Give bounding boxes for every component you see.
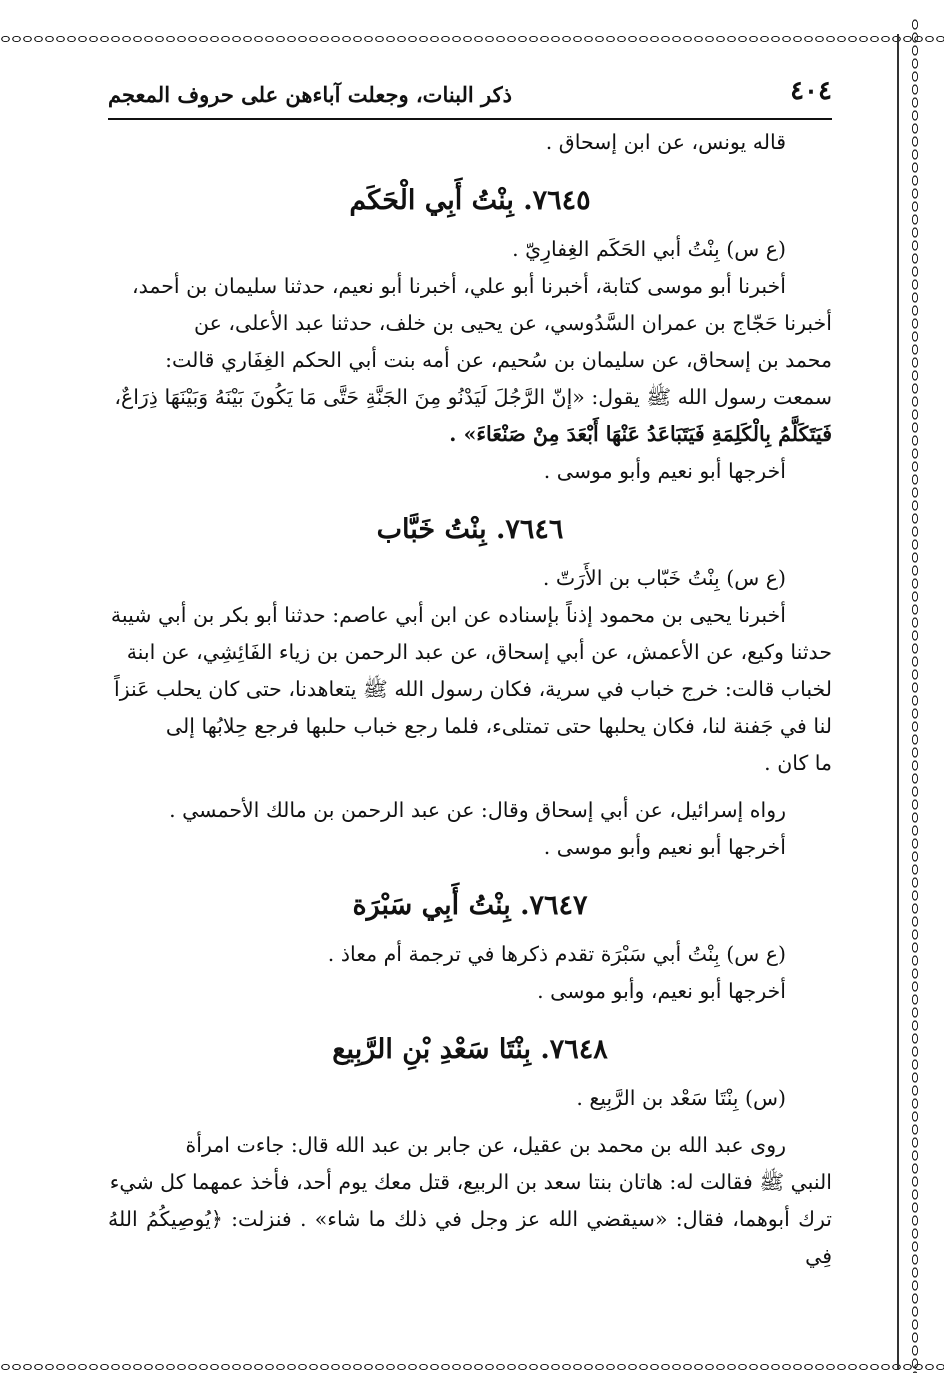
page-body [108, 124, 832, 1349]
text-line: النبي ﷺ فقالت له: هاتان بنتا سعد بن الربيع، قتل معك يوم أحد، فأخذ عمهما كل شيء [109, 1170, 832, 1194]
page-header [108, 74, 832, 120]
entry-title: ٧٦٤٧. بِنْتُ أَبِي سَبْرَة [352, 890, 588, 921]
entry-title: ٧٦٤٦. بِنْتُ خَبَّاب [376, 514, 564, 545]
text-line: حدثنا وكيع، عن الأعمش، عن أبي إسحاق، عن عبد الرحمن بن زياء الفَائِشِي، عن ابنة [126, 640, 832, 664]
text-line: لنا في جَفنة لنا، فكان يحلبها حتى تمتلىء، فلما رجع خباب حلبها فرجع حِلابُها إلى [165, 714, 832, 738]
text-line: أخبرنا أبو موسى كتابة، أخبرنا أبو علي، أخبرنا أبو نعيم، حدثنا سليمان بن أحمد، [131, 274, 786, 298]
spacer [108, 1117, 832, 1127]
page-number: ٤٠٤ [790, 76, 832, 106]
text-line: (س) بِنْتَا سَعْد بن الرَّبِيع . [576, 1086, 786, 1110]
text-line: ما كان . [764, 751, 832, 775]
top-ornamental-border [0, 28, 944, 50]
text-line: أخرجها أبو نعيم وأبو موسى . [543, 459, 786, 483]
text-line: أخرجها أبو نعيم وأبو موسى . [543, 835, 786, 859]
right-ornamental-border [906, 18, 924, 1373]
text-line: أخرجها أبو نعيم، وأبو موسى . [537, 979, 786, 1003]
text-line: روى عبد الله بن محمد بن عقيل، عن جابر بن عبد الله قال: جاءت امرأة [185, 1133, 786, 1157]
spacer [108, 782, 832, 792]
entry-title: ٧٦٤٨. بِنْتَا سَعْدِ بْنِ الرَّبِيع [332, 1034, 608, 1065]
running-title: ذكر البنات، وجعلت آباءهن على حروف المعجم [108, 82, 512, 107]
inner-frame-rule [897, 34, 899, 1370]
text-line: لخباب قالت: خرج خباب في سرية، فكان رسول الله ﷺ يتعاهدنا، حتى كان يحلب عَنزاً [114, 677, 832, 701]
text-line: (ع س) بِنْتُ أبي الحَكَم الغِفارِيّ . [512, 237, 786, 261]
text-line: أخبرنا حَجّاج بن عمران السَّدُوسي، عن يحيى بن خلف، حدثنا عبد الأعلى، عن [194, 311, 832, 335]
text-line: فَيَتَكَلَّمُ بِالْكَلِمَةِ فَيَتَبَاعَدُ عَنْهَا أَبْعَدَ مِنْ صَنْعَاءَ» . [449, 422, 832, 446]
text-line: سمعت رسول الله ﷺ يقول: «إنّ الرَّجُلَ لَيَدْنُو مِنَ الجَنَّةِ حَتَّى مَا يَكُونَ بَيْنَهُ وَبَيْنَهَا ذِرَاعٌ، [114, 385, 832, 409]
entry-title: ٧٦٤٥. بِنْتُ أَبِي الْحَكَم [349, 185, 591, 216]
text-line: (ع س) بِنْتُ أبي سَبْرَة تقدم ذكرها في ترجمة أم معاذ . [327, 942, 786, 966]
text-line: أخبرنا يحيى بن محمود إذناً بإسناده عن ابن أبي عاصم: حدثنا أبو بكر بن أبي شيبة [110, 603, 786, 627]
text-line: (ع س) بِنْتُ خَبّاب بن الأَرَتّ . [542, 566, 786, 590]
text-line: قاله يونس، عن ابن إسحاق . [545, 130, 786, 154]
text-line: ترك أبوهما، فقال: «سيقضي الله عز وجل في ذلك ما شاء» . فنزلت: ﴿يُوصِيكُمُ اللهُ فِي [108, 1207, 832, 1268]
text-line: رواه إسرائيل، عن أبي إسحاق وقال: عن عبد الرحمن بن مالك الأحمسي . [169, 798, 786, 822]
text-line: محمد بن إسحاق، عن سليمان بن سُحيم، عن أمه بنت أبي الحكم الغِفَاري قالت: [165, 348, 832, 372]
bottom-ornamental-border [0, 1356, 944, 1378]
